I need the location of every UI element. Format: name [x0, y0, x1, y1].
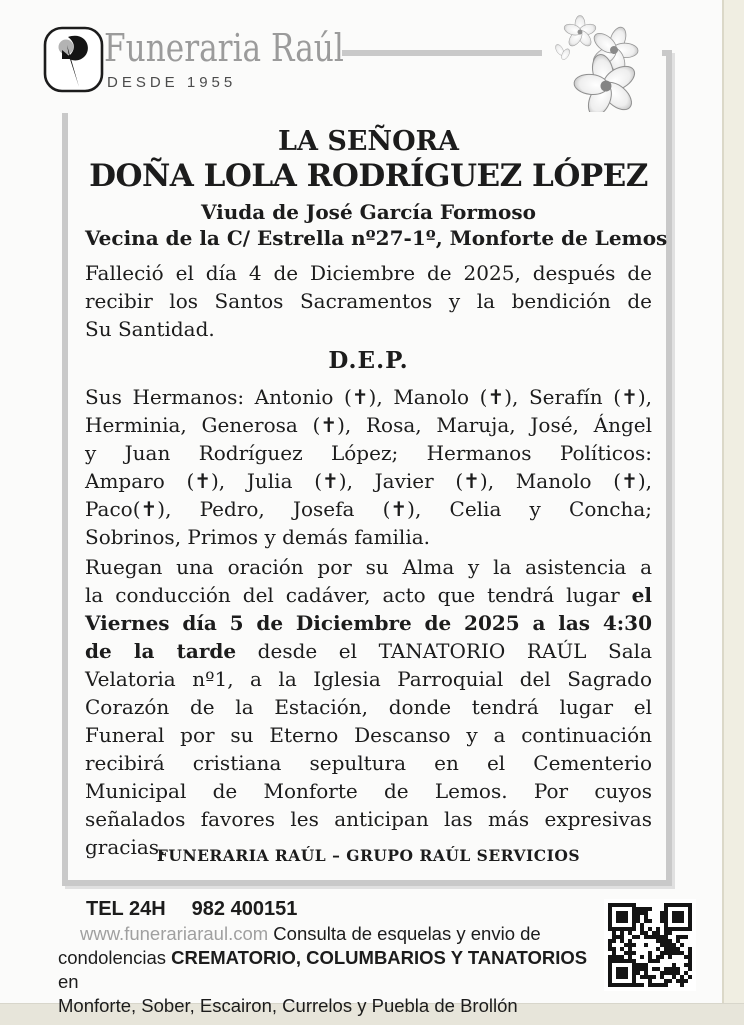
family-paragraph: Sus Hermanos: Antonio (✝), Manolo (✝), Serafín (✝), Herminia, Generosa (✝), Rosa, Maruja, José, Ángel y Juan Rodríguez López; Hermanos Políticos: Amparo (✝), Julia (✝), Javier (✝), Manolo (✝), Paco(✝), Pedro, Josefa (✝), Celia y Concha; Sobrinos, Primos y demás familia.	[85, 385, 652, 549]
scan-edge-right	[722, 0, 744, 1024]
deceased-name: DOÑA LOLA RODRÍGUEZ LÓPEZ	[89, 158, 648, 194]
phone-line	[58, 896, 603, 922]
relation-line: Viuda de José García Formoso	[201, 200, 536, 224]
services-pre: condolencias	[58, 947, 172, 968]
brand-since: DESDE 1955	[107, 74, 237, 91]
services-post: en	[58, 971, 79, 992]
funeral-paragraph: Ruegan una oración por su Alma y la asistencia a la conducción del cadáver, acto que tendrá lugar el Viernes día 5 de Diciembre de 2025 a las 4:30 de la tarde desde el TANATORIO RAÚL Sala Velatoria nº1, a la Iglesia Parroquial del Sagrado Corazón de la Estación, donde tendrá lugar el Funeral por su Eterno Descanso y a continuación recibirá cristiana sepultura en el Cementerio Municipal de Monforte de Lemos. Por cuyos señalados favores les anticipan las más expresivas gracias.	[85, 555, 652, 859]
services-line	[58, 946, 603, 994]
flower-small	[563, 16, 597, 49]
website-line	[58, 922, 603, 946]
flower-large	[567, 48, 646, 112]
tel-number: 982 400151	[191, 898, 298, 920]
title-prefix: LA SEÑORA	[278, 126, 459, 157]
qr-finder-bottom-left	[608, 959, 636, 987]
qr-code	[604, 899, 696, 991]
death-paragraph: Falleció el día 4 de Diciembre de 2025, después de recibir los Santos Sacramentos y la bendición de Su Santidad.	[85, 261, 652, 341]
funeraria-raul-logo-icon	[42, 24, 106, 96]
tel-label: TEL 24H	[86, 898, 166, 920]
locations-line: Monforte, Sober, Escairon, Currelos y Puebla de Brollón	[58, 995, 518, 1016]
qr-finder-top-left	[608, 903, 636, 931]
website-line-text: Consulta de esquelas y envio de	[273, 923, 541, 944]
qr-finder-top-right	[664, 903, 692, 931]
esquela-content	[85, 0, 668, 1024]
brand-footer-line: FUNERARIA RAÚL – GRUPO RAÚL SERVICIOS	[156, 846, 581, 865]
logo-block	[0, 0, 342, 113]
website-url: www.funerariaraul.com	[80, 923, 269, 944]
footer-contact	[58, 896, 603, 1018]
dep-line: D.E.P.	[328, 347, 409, 374]
brand-name: Funeraria Raúl	[104, 26, 344, 70]
services-bold: CREMATORIO, COLUMBARIOS Y TANATORIOS	[171, 947, 588, 968]
flowers-image	[542, 2, 662, 112]
residence-line: Vecina de la C/ Estrella nº27-1º, Monforte de Lemos	[85, 226, 668, 250]
